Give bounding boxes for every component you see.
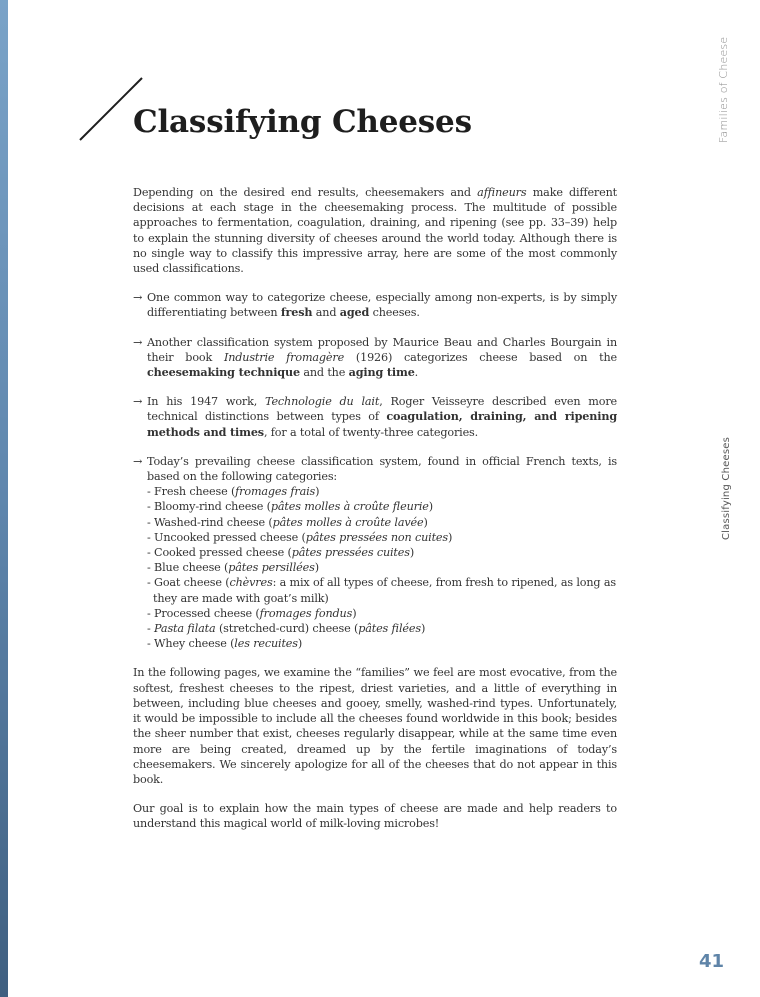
list-item: - Pasta filata (stretched-curd) cheese (pâtes filées) xyxy=(147,622,426,636)
classification-bullet-2: → Another classification system proposed by Maurice Beau and Charles Bourgain in their book Industrie fromagère (1926) categorizes cheese based on the cheesemaking technique and the aging time. xyxy=(133,335,617,380)
classification-bullet-1: → One common way to categorize cheese, especially among non-experts, is by simply differentiating between fresh and aged cheeses. xyxy=(133,291,617,320)
list-item: - Fresh cheese (fromages frais) xyxy=(147,485,320,499)
page-number: 41 xyxy=(699,951,725,972)
list-item: - Processed cheese (fromages fondus) xyxy=(147,606,357,620)
arrow-icon: → xyxy=(133,291,143,305)
families-paragraph: In the following pages, we examine the “families” we feel are most evocative, from the softest, freshest cheeses to the ripest, driest varieties, and a little of everything in between, including blue cheeses and gooey, smelly, washed-rind types. Unfortunately, it would be impossible to include all the cheeses found worldwide in this book; besides the sheer number that exist, cheeses regularly disappear, while at the same time even more are being created, dreamed up by the fertile imaginations of today’s cheesemakers. We sincerely apologize for all of the cheeses that do not appear in this book. xyxy=(133,666,617,786)
page-edge-bar xyxy=(0,0,8,997)
list-item: - Goat cheese (chèvres: a mix of all types of cheese, from fresh to ripened, as long as they are made with goat’s milk) xyxy=(147,576,616,605)
list-item: - Cooked pressed cheese (pâtes pressées cuites) xyxy=(147,546,415,560)
category-list xyxy=(147,484,617,651)
body-text xyxy=(133,185,617,846)
intro-paragraph: Depending on the desired end results, cheesemakers and affineurs make different decisions at each stage in the cheesemaking process. The multitude of possible approaches to fermentation, coagulation, draining, and ripening (see pp. 33–39) help to explain the stunning diversity of cheeses around the world today. Although there is no single way to classify this impressive array, here are some of the most commonly used classifications. xyxy=(133,186,617,276)
running-head-section: Families of Cheese xyxy=(717,36,730,143)
list-item: - Whey cheese (les recuites) xyxy=(147,637,303,651)
arrow-icon: → xyxy=(133,454,143,468)
classification-bullet-4: → Today’s prevailing cheese classification system, found in official French texts, is based on the following categories: - Fresh cheese (fromages frais) - Bloomy-rind cheese (pâtes molles à croûte fleurie) - Washed-rind cheese (pâtes molles à croûte lavée) - Uncooked pressed cheese (pâtes pressées non cuites) - Cooked pressed cheese (pâtes pressées cuites) - Blue cheese (pâtes persillées) - Goat cheese (chèvres: a mix of all types of cheese, from fresh to ripened, as long as they are made with goat’s milk) - Processed cheese (fromages fondus) - Pasta filata (stretched-curd) cheese (pâtes filées) - Whey cheese (les recuites) xyxy=(133,454,617,651)
arrow-icon: → xyxy=(133,335,143,349)
list-item: - Uncooked pressed cheese (pâtes pressées non cuites) xyxy=(147,530,453,544)
classification-bullet-3: → In his 1947 work, Technologie du lait, Roger Veisseyre described even more technical distinctions between types of coagulation, draining, and ripening methods and times, for a total of twenty-three categories. xyxy=(133,395,617,439)
list-item: - Bloomy-rind cheese (pâtes molles à croûte fleurie) xyxy=(147,500,433,514)
goal-paragraph: Our goal is to explain how the main types of cheese are made and help readers to understand this magical world of milk-loving microbes! xyxy=(133,802,617,831)
list-item: - Washed-rind cheese (pâtes molles à croûte lavée) xyxy=(147,515,428,529)
running-head-chapter: Classifying Cheeses xyxy=(721,437,732,540)
list-item: - Blue cheese (pâtes persillées) xyxy=(147,561,319,575)
page-title: Classifying Cheeses xyxy=(133,104,472,140)
arrow-icon: → xyxy=(133,395,143,409)
